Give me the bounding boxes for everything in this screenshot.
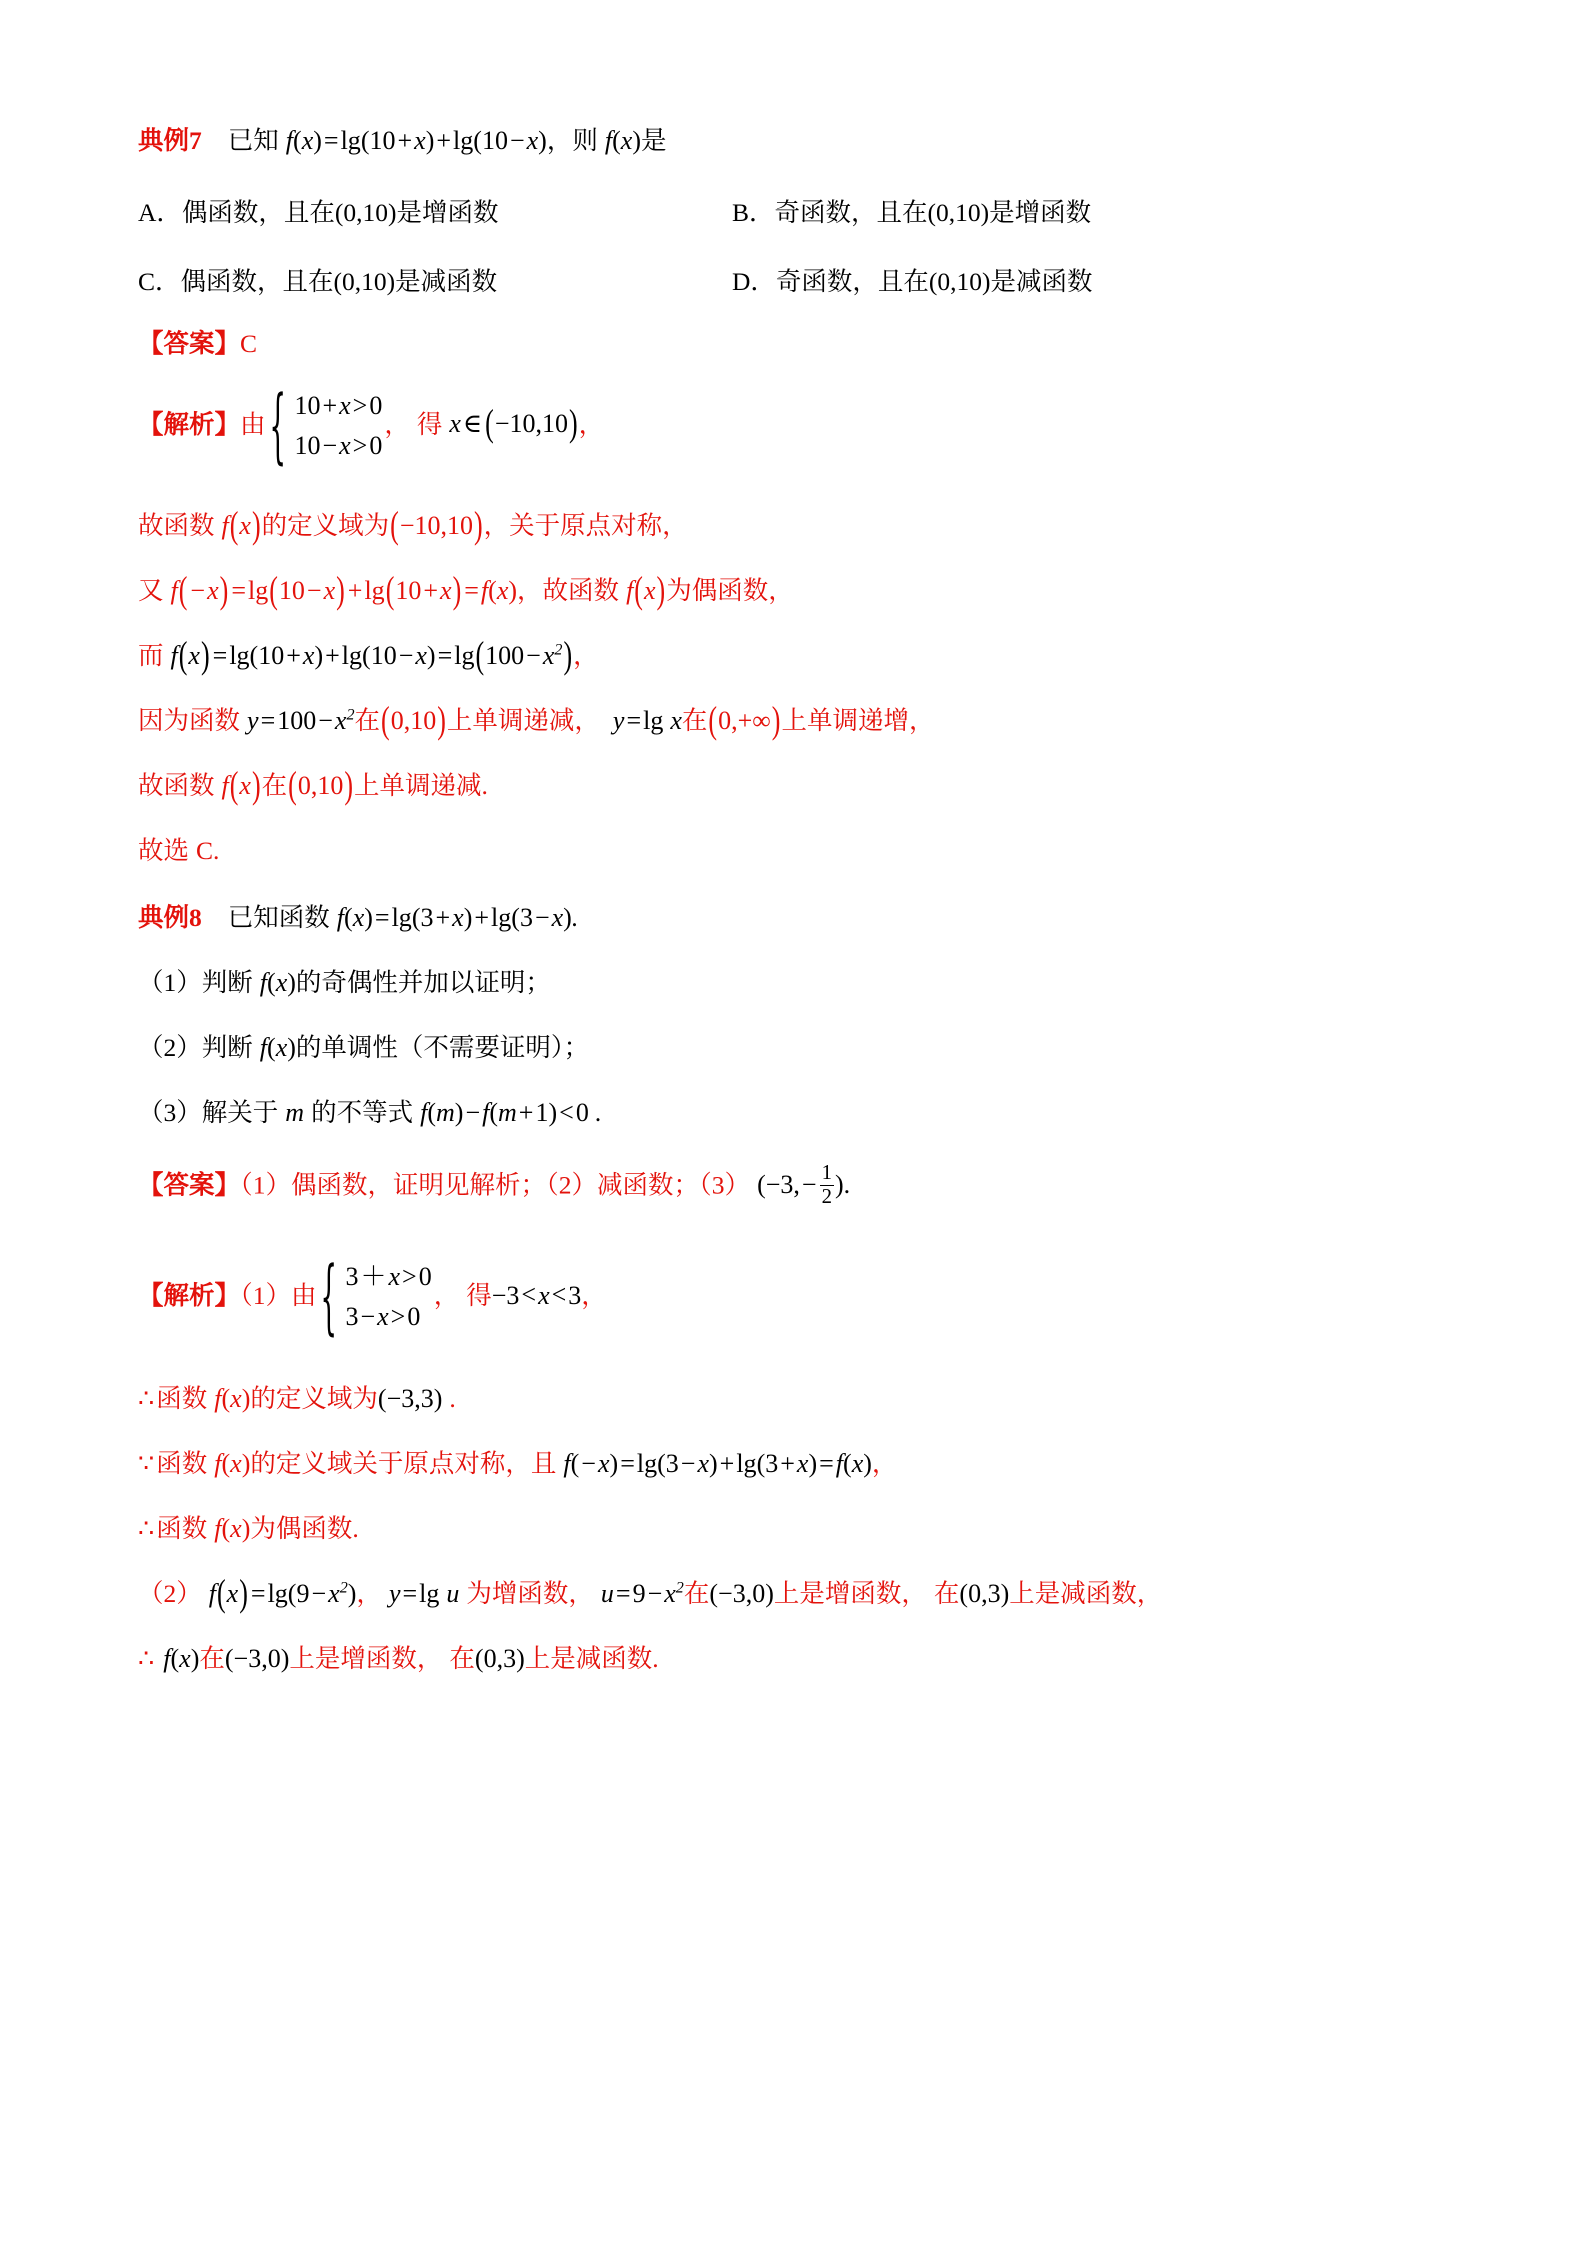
analysis-by-8: 由 [291,1280,317,1310]
option-a-key: A． [138,198,182,227]
problem-8-analysis-line-1: ∴函数 f(x)的定义域为(−3,3) . [138,1383,456,1413]
problem-7-analysis-line-3: 而 $f(x) =\lg(10+x)+\lg(10-x)=\lg(100-x^2)$， [138,633,599,676]
problem-7-analysis-line-5: 故函数 f(x)在(0,10)上单调递减. [138,763,488,806]
answer-value-7: C [240,329,258,358]
option-b-text: 奇函数，且在(0,10)是增函数 [774,198,1092,227]
problem-7-options-row-1 [138,193,1428,227]
problem-7-analysis-line-4: 因为函数 $y=100-x^2$在(0,10)上单调递减， y=lg x在(0,+∞)上单调递增， [138,698,935,741]
analysis-by-7: 由 [240,409,266,439]
answer-part-1: （1）偶函数，证明见解析； [240,1170,547,1200]
option-d[interactable] [732,262,1093,298]
problem-7-stem: 典例7 已知 f(x)=lg(10+x)+lg(10−x)，则 f(x)是 [138,126,667,155]
option-c-text: 偶函数，且在(0,10)是减函数 [180,267,498,296]
subq-2-key: （2） [138,1033,202,1062]
option-c[interactable] [138,262,497,298]
answer-label-7: 【答案】 [138,329,241,358]
problem-7-analysis-line-1: 故函数 f(x)的定义域为(−10,10)，关于原点对称， [138,503,688,546]
problem-8-stem-formula: f(x)=lg(3+x)+lg(3−x) [336,903,572,932]
problem-7-label: 典例 [138,126,190,155]
answer-interval-8: (−3,− $\frac{1}{2}$ ). [757,1161,851,1208]
option-b-key: B． [732,198,775,227]
analysis-label-7: 【解析】 [138,409,241,439]
option-a-text: 偶函数，且在(0,10)是增函数 [181,198,499,227]
inequality-system-8: { 3＋x>0 3−x>0 [319,1249,432,1344]
problem-8-stem: 典例8 已知函数 f(x)=lg(3+x)+lg(3−x). [138,903,579,932]
problem-7-stem-prefix: 已知 [227,126,279,155]
subq-1-key: （1） [138,968,202,997]
analysis-part1-key: （1） [240,1280,292,1310]
problem-7-analysis-system-line: 【解析】由 { 10+x>0 10−x>0 ， 得 x∈ (−10,10)， [138,378,605,473]
problem-8-number: 8 [189,903,202,932]
because-icon: ∵ [138,1448,155,1478]
problem-7-options-row-2 [138,262,1428,296]
analysis-label-8: 【解析】 [138,1280,241,1310]
subq-3-key: （3） [138,1098,202,1127]
page-content [138,128,1428,1711]
problem-8-stem-prefix: 已知函数 [227,903,330,932]
analysis-de-8: 得 [466,1280,492,1310]
therefore-icon: ∴ [138,1383,155,1413]
problem-8-analysis-line-3: ∴函数 f(x)为偶函数. [138,1513,359,1543]
problem-8-subquestion-1: （1）判断 f(x)的奇偶性并加以证明； [138,968,551,997]
inequality-system-7: { 10+x>0 10−x>0 [268,378,383,473]
problem-8-analysis-line-2: ∵函数 f(x)的定义域关于原点对称，且 f(−x)=lg(3−x)+lg(3+x)=f(x)， [138,1448,898,1478]
option-b[interactable] [732,193,1091,229]
problem-8-analysis-line-5: ∴ f(x)在(−3,0)上是增函数， 在(0,3)上是减函数. [138,1643,659,1673]
problem-8-answer-line [138,1161,1428,1210]
problem-7-analysis-line-2: 又 f( −x) =lg(10−x) +lg(10+x) =f(x)，故函数 f(x)为偶函数， [138,568,794,611]
answer-part-2: （2）减函数； [546,1170,700,1200]
answer-part-3: （3） [699,1170,751,1200]
option-a[interactable] [138,193,499,229]
therefore-icon-3: ∴ [138,1643,155,1673]
problem-7-answer-line [138,331,1428,357]
option-d-key: D． [732,267,776,296]
answer-label-8: 【答案】 [138,1170,241,1200]
analysis-de-7: 得 [416,409,443,439]
problem-8-subquestion-3: （3）解关于 m 的不等式 f(m)−f(m+1)<0 . [138,1098,602,1127]
problem-8-subquestion-2: （2）判断 f(x)的单调性（不需要证明）； [138,1033,590,1062]
option-c-key: C． [138,267,181,296]
problem-7-conclusion: 故选 C. [138,835,220,865]
problem-8-analysis-system-line: 【解析】（1）由 { 3＋x>0 3−x>0 ， 得−3<x<3， [138,1249,607,1344]
problem-8-label: 典例 [138,903,190,932]
option-d-text: 奇函数，且在(0,10)是减函数 [775,267,1093,296]
problem-7-stem-formula: f(x)=lg(10+x)+lg(10−x) [285,126,547,155]
problem-7-number: 7 [189,126,202,155]
therefore-icon-2: ∴ [138,1513,155,1543]
problem-8-analysis-line-4: （2） $f(x) =\lg(9-x^2)$， y=lg u 为增函数， $u=9-x^2$在(−3,0)上是增函数， 在(0,3)上是减函数， [138,1571,1163,1614]
